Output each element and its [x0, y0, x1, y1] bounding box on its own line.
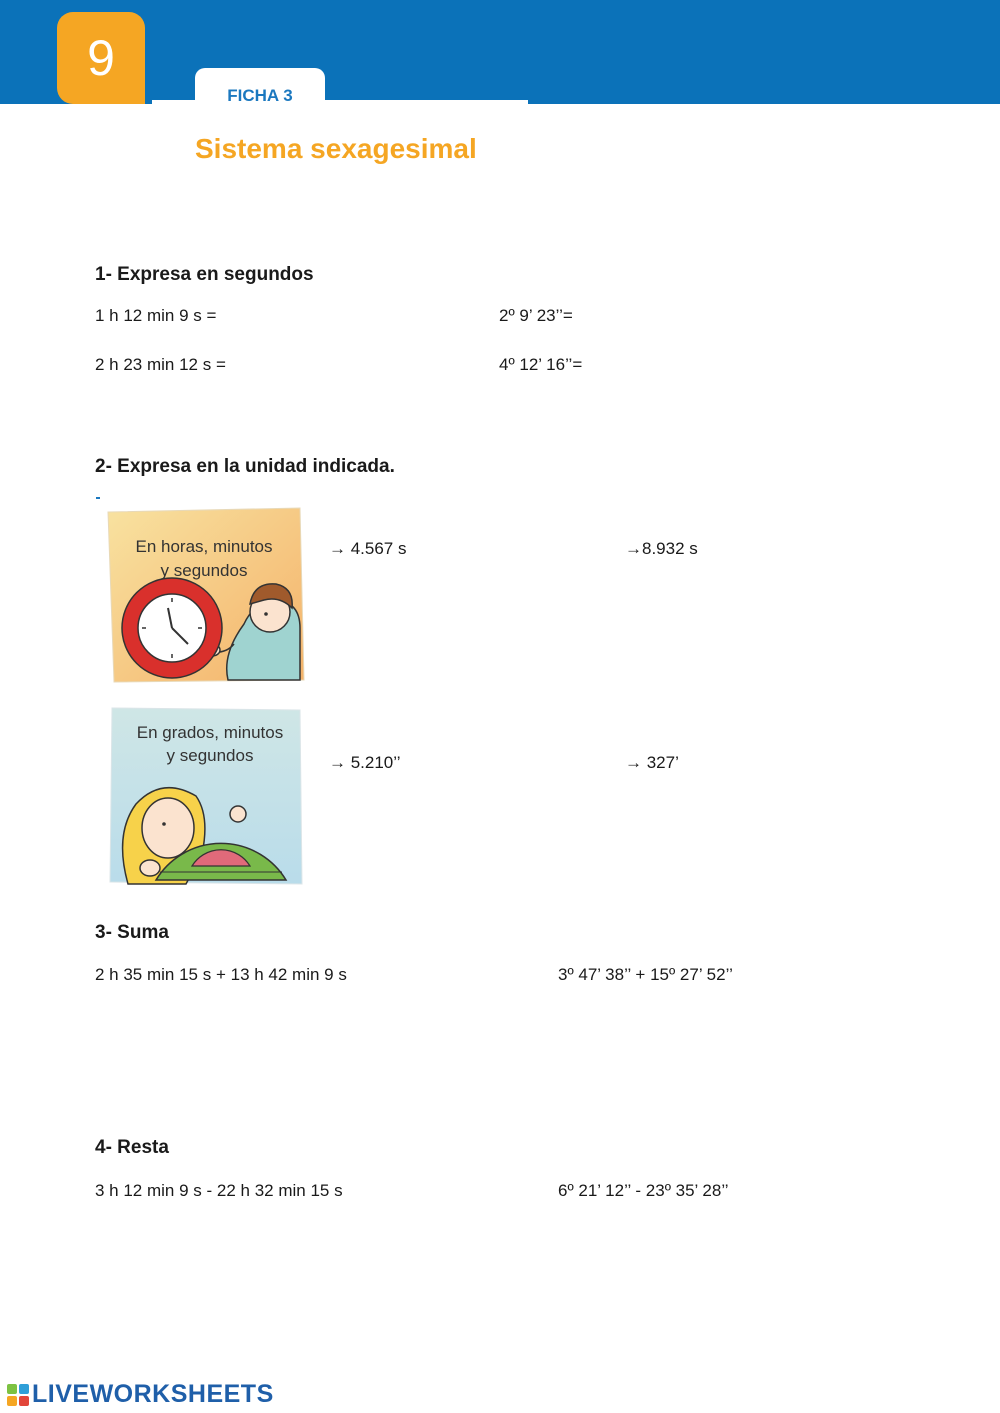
exercise-4a: 3 h 12 min 9 s - 22 h 32 min 15 s	[95, 1181, 343, 1200]
section-3-heading: 3- Suma	[95, 922, 169, 943]
exercise-2c: → 5.210’’	[329, 753, 401, 772]
exercise-2d: → 327’	[625, 753, 679, 772]
exercise-2b: →8.932 s	[625, 539, 698, 558]
card-1-line-2: y segundos	[160, 561, 248, 580]
exercise-3a: 2 h 35 min 15 s + 13 h 42 min 9 s	[95, 965, 347, 984]
exercise-4b: 6º 21’ 12’’ - 23º 35’ 28’’	[558, 1181, 729, 1200]
unit-badge: 9	[57, 12, 145, 104]
exercise-1c: 2 h 23 min 12 s =	[95, 355, 226, 374]
card-1-line-1: En horas, minutos	[135, 537, 273, 556]
exercise-1d: 4º 12’ 16’’=	[499, 355, 583, 374]
section-1-heading: 1- Expresa en segundos	[95, 264, 314, 285]
protractor-illustration	[106, 704, 306, 888]
exercise-3b: 3º 47’ 38’’ + 15º 27’ 52’’	[558, 965, 733, 984]
exercise-2a: → 4.567 s	[329, 539, 407, 558]
footer-logo[interactable]	[7, 1380, 274, 1409]
card-2-line-2: y segundos	[166, 746, 254, 765]
worksheet-tab: FICHA 3	[195, 68, 325, 108]
footer-brand: LIVEWORKSHEETS	[32, 1380, 274, 1408]
page-title: Sistema sexagesimal	[195, 133, 477, 164]
section-2-heading: 2- Expresa en la unidad indicada.	[95, 456, 395, 477]
header-bar	[0, 0, 1000, 104]
blue-marker	[96, 497, 100, 499]
liveworksheets-logo-icon	[7, 1384, 29, 1406]
card-2-line-1: En grados, minutos	[136, 723, 284, 742]
exercise-1a: 1 h 12 min 9 s =	[95, 306, 217, 325]
section-4-heading: 4- Resta	[95, 1137, 169, 1158]
exercise-1b: 2º 9’ 23’’=	[499, 306, 573, 325]
clock-illustration	[104, 504, 308, 686]
